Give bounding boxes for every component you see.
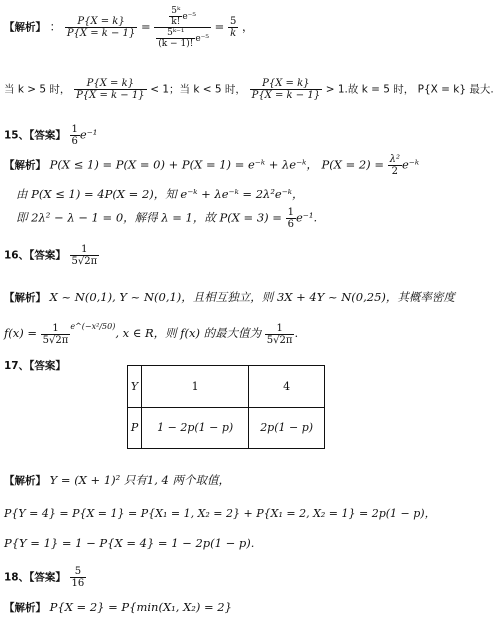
q16-analysis-1: 【解析】 X ~ N(0,1), Y ~ N(0,1)，且相互独立，则 3X + 4Y ~ N(0,25)，其概率密度 (4, 290, 455, 304)
q15-answer: 15、【答案】 $\frac{1}{6}$ e⁻¹ (4, 124, 98, 147)
analysis-label: 【解析】 (4, 21, 46, 34)
colon: ： (49, 19, 62, 34)
answer-label: 【答案】 (29, 249, 66, 262)
result-fraction: $\frac{5}{k}$ (229, 16, 237, 39)
answer-label: 【答案】 (29, 129, 66, 142)
q15-analysis-1: 【解析】 P(X ≤ 1) = P(X = 0) + P(X = 1) = e⁻ᵏ + λe⁻ᵏ， P(X = 2) = $\frac{\text{λ²}}{2}$ e⁻ᵏ (4, 154, 420, 177)
q16-answer: 16、【答案】 $\frac{1}{5√2\pi}$ (4, 244, 98, 267)
table-row: P 1 − 2p(1 − p) 2p(1 − p) (128, 407, 325, 449)
q17-analysis-3: P{Y = 1} = 1 − P{X = 4} = 1 − 2p(1 − p). (4, 536, 255, 550)
analysis-line-1: 【解析】 ： $\frac{P\{X = k\}}{P\{X = k - 1\}}$ = $\frac{\text{5ᵏ}}{k!}$ e⁻⁵ $\frac{\text{5ᵏ⁻¹}}{(k - 1)!}$ e⁻⁵ = $\frac{5}{k}$ ， (4, 6, 254, 49)
question-number: 18、 (4, 571, 30, 584)
q18-answer: 18、【答案】 $\frac{5}{16}$ (4, 566, 85, 589)
q15-analysis-3: 即 2λ² − λ − 1 = 0，解得 λ = 1，故 P(X = 3) = $\frac{1}{6}$ e⁻¹. (16, 207, 318, 230)
answer-label: 【答案】 (29, 571, 66, 584)
distribution-table (127, 365, 325, 449)
ratio-fraction: $\frac{P\{X = k\}}{P\{X = k - 1\}}$ (66, 16, 136, 39)
q17-answer (4, 358, 66, 373)
q18-analysis-1: 【解析】 P{X = 2} = P{min(X₁, X₂) = 2} (4, 600, 232, 614)
poisson-ratio-fraction: $\frac{\text{5ᵏ}}{k!}$ e⁻⁵ $\frac{\text{5ᵏ⁻¹}}{(k - 1)!}$ e⁻⁵ (154, 6, 211, 49)
question-number: 17、 (4, 360, 30, 372)
question-number: 15、 (4, 129, 30, 142)
q17-analysis-1: 【解析】 Y = (X + 1)² 只有1, 4 两个取值， (4, 473, 230, 487)
answer-label: 【答案】 (29, 360, 66, 372)
q16-analysis-2: f(x) = $\frac{1}{5√2\pi}$ $^{e\^{}(-x^2/50)}$, x ∈ R，则 f(x) 的最大值为 $\frac{1}{5√2\pi}$ . (4, 322, 299, 346)
question-number: 16、 (4, 249, 30, 262)
q15-analysis-2: 由 P(X ≤ 1) = 4P(X = 2)，知 e⁻ᵏ + λe⁻ᵏ = 2λ²e⁻ᵏ， (16, 187, 304, 201)
q17-analysis-2: P{Y = 4} = P{X = 1} = P{X₁ = 1, X₂ = 2} + P{X₁ = 2, X₂ = 1} = 2p(1 − p)， (4, 507, 436, 520)
comparison-line: 当 k > 5 时， $\frac{P\{X = k\}}{P\{X = k - 1\}}$ < 1；当 k < 5 时， $\frac{P\{X = k\}}{P\{X = k - 1\}}$ > 1.故 k = 5 时， P{X = k} 最大. (4, 78, 494, 101)
table-row: Y 1 4 (128, 366, 325, 408)
